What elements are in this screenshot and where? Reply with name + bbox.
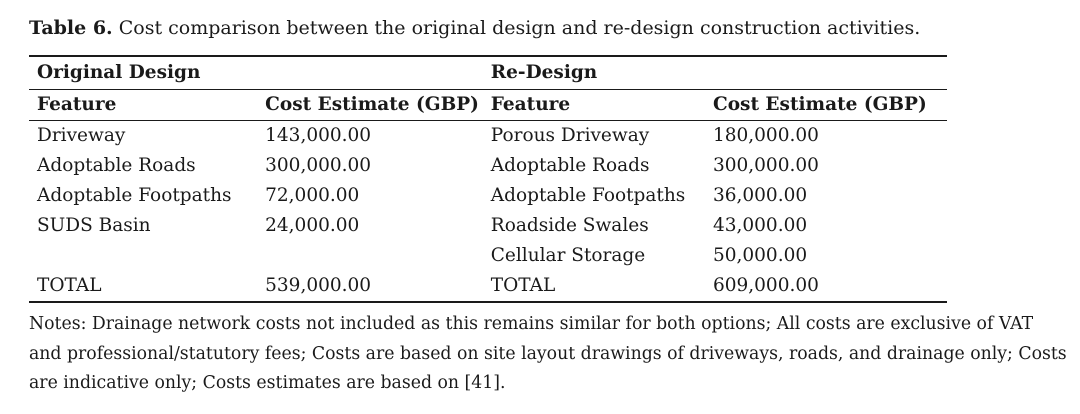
cost-comparison-table [29, 55, 947, 303]
header-original-cost: Cost Estimate (GBP) [257, 90, 483, 121]
table-row [29, 241, 947, 271]
table-caption-label: Table 6. [29, 17, 113, 39]
redesign-cost-cell: 300,000.00 [712, 155, 819, 176]
original-total-cost: 539,000.00 [257, 271, 483, 302]
header-redesign-cost: Cost Estimate (GBP) [705, 90, 947, 121]
table-caption-text: Cost comparison between the original design and re-design construction activities. [118, 17, 921, 39]
table-row [29, 121, 947, 152]
original-feature-cell: Adoptable Roads [37, 155, 196, 176]
group-re-design: Re-Design [483, 56, 947, 90]
redesign-cost-cell: 180,000.00 [712, 125, 819, 146]
redesign-feature-cell: Porous Driveway [490, 125, 650, 146]
original-cost-cell: 300,000.00 [265, 155, 372, 176]
group-original-design: Original Design [29, 56, 483, 90]
redesign-cost-cell: 43,000.00 [712, 215, 808, 236]
table-notes: Notes: Drainage network costs not included as this remains similar for both options; All costs are exclusive of VAT and professional/statutory fees; Costs are based on site layout drawings of driveways, roads, and drainage only; Costs are indicative only; Costs estimates are based on [41]. [29, 314, 1067, 393]
original-total-label: TOTAL [29, 271, 257, 302]
redesign-feature-cell: Cellular Storage [490, 245, 646, 266]
original-cost-cell [257, 241, 483, 271]
redesign-total-label: TOTAL [483, 271, 705, 302]
original-cost-cell: 72,000.00 [265, 185, 360, 206]
redesign-cost-cell: 36,000.00 [712, 185, 808, 206]
header-redesign-feature: Feature [483, 90, 705, 121]
redesign-feature-cell: Adoptable Footpaths [490, 185, 686, 206]
table-row [29, 181, 947, 211]
redesign-cost-cell: 50,000.00 [712, 245, 808, 266]
redesign-feature-cell: Roadside Swales [490, 215, 649, 236]
original-feature-cell [29, 241, 257, 271]
original-cost-cell: 24,000.00 [265, 215, 360, 236]
redesign-feature-cell: Adoptable Roads [490, 155, 650, 176]
original-feature-cell: SUDS Basin [37, 215, 151, 236]
table-row [29, 151, 947, 181]
column-header-row [29, 90, 947, 121]
original-cost-cell: 143,000.00 [265, 125, 372, 146]
group-header-row [29, 56, 947, 90]
table-caption [29, 16, 920, 40]
original-feature-cell: Adoptable Footpaths [37, 185, 232, 206]
original-feature-cell: Driveway [37, 125, 126, 146]
header-original-feature: Feature [29, 90, 257, 121]
redesign-total-cost: 609,000.00 [705, 271, 947, 302]
table-row [29, 211, 947, 241]
total-row [29, 271, 947, 302]
